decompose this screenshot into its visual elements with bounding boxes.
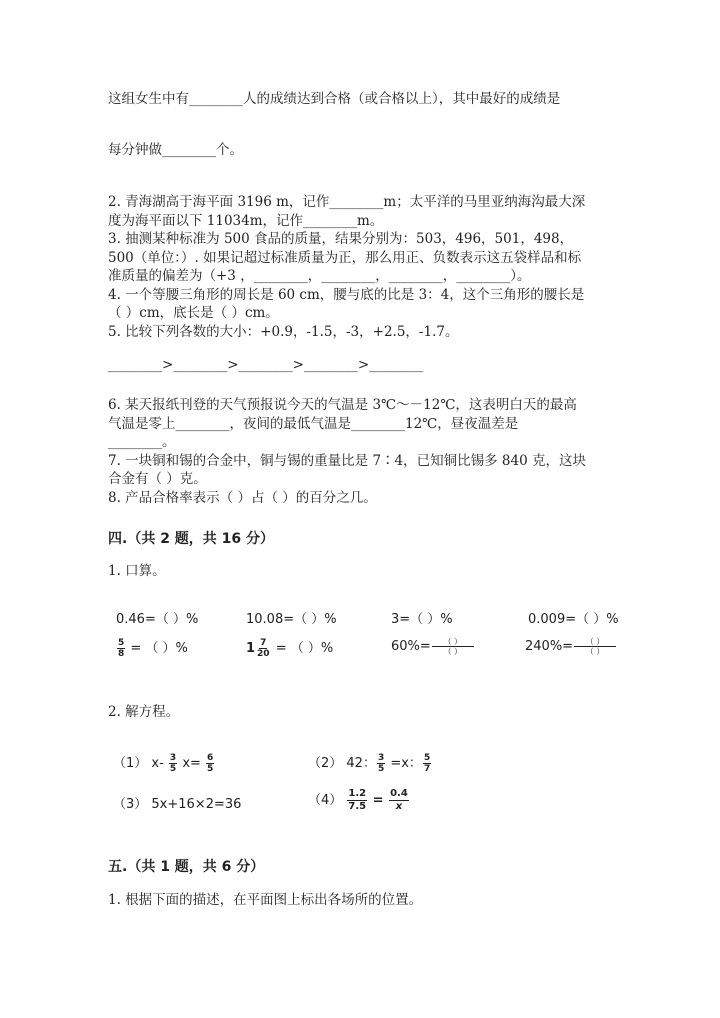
- question-4-line: （ ）cm，底长是（ ）cm。: [108, 305, 279, 321]
- equation-1: （1） x- $\frac{3}{5}$ x= $\frac{6}{5}$: [113, 753, 214, 774]
- question-3-line: 准质量的偏差为（+3 ，________，________，________，________）。: [108, 268, 531, 284]
- fraction: $\frac{7}{20}$: [257, 638, 270, 659]
- solve-equation-label: 2. 解方程。: [108, 704, 180, 720]
- fraction: $\frac{5}{8}$: [118, 638, 125, 659]
- mental-math-item: 0.009=（ ）%: [528, 612, 619, 627]
- question-6-line: ________。: [108, 434, 176, 450]
- fraction: $\frac{5}{7}$: [423, 753, 431, 774]
- question-2-line: 2. 青海湖高于海平面 3196 m，记作________m；太平洋的马里亚纳海沟最大深: [108, 194, 586, 210]
- section-5-question-1: 1. 根据下面的描述，在平面图上标出各场所的位置。: [108, 892, 423, 908]
- mental-math-item: 60%= $\frac{( )}{( )}$: [391, 637, 475, 656]
- mental-math-item: $\frac{5}{8}$ = （ ）%: [118, 638, 188, 659]
- equation-3: （3） 5x+16×2=36: [113, 797, 242, 812]
- mental-math-item: 3=（ ）%: [391, 612, 453, 627]
- question-7-line: 合金有（ ）克。: [108, 471, 207, 487]
- fraction: $\frac{( )}{( )}$: [574, 637, 616, 656]
- mental-math-item: 1 $\frac{7}{20}$ = （ ）%: [246, 638, 334, 659]
- question-6-line: 6. 某天报纸刊登的天气预报说今天的气温是 3℃～－12℃，这表明白天的最高: [108, 397, 577, 413]
- mental-math-label: 1. 口算。: [108, 563, 166, 579]
- section-5-title: 五.（共 1 题，共 6 分）: [108, 859, 265, 875]
- equation-4: （4） $\frac{1.2}{7.5}$ = $\frac{0.4}{x}$: [308, 788, 408, 812]
- fraction: $\frac{1.2}{7.5}$: [348, 788, 367, 812]
- question-4-line: 4. 一个等腰三角形的周长是 60 cm，腰与底的比是 3：4，这个三角形的腰长是: [108, 287, 585, 303]
- fraction: $\frac{( )}{( )}$: [432, 637, 474, 656]
- mental-math-item: 0.46=（ ）%: [116, 612, 199, 627]
- question-7-line: 7. 一块铜和锡的合金中，铜与锡的重量比是 7∶4，已知铜比锡多 840 克，这块: [108, 453, 586, 469]
- question-2-line: 度为海平面以下 11034m，记作________m。: [108, 213, 384, 229]
- mental-math-item: 240%= $\frac{( )}{( )}$: [525, 637, 617, 656]
- text-line: 每分钟做________个。: [108, 142, 243, 158]
- question-8-line: 8. 产品合格率表示（ ）占（ ）的百分之几。: [108, 490, 377, 506]
- text-line: 这组女生中有________人的成绩达到合格（或合格以上），其中最好的成绩是: [108, 91, 561, 107]
- question-6-line: 气温是零上________，夜间的最低气温是________12℃，昼夜温差是: [108, 416, 519, 432]
- fraction: $\frac{3}{5}$: [169, 753, 177, 774]
- mental-math-item: 10.08=（ ）%: [246, 612, 337, 627]
- fraction: $\frac{3}{5}$: [377, 753, 385, 774]
- question-3-line: 500（单位：）. 如果记超过标准质量为正，那么用正、负数表示这五袋样品和标: [108, 250, 582, 266]
- equation-2: （2） 42： $\frac{3}{5}$ =x： $\frac{5}{7}$: [308, 753, 431, 774]
- fraction: $\frac{6}{5}$: [207, 753, 214, 774]
- fraction: $\frac{0.4}{x}$: [390, 788, 408, 812]
- question-3-line: 3. 抽测某种标准为 500 食品的质量，结果分别为：503，496，501，498，: [108, 231, 574, 247]
- question-5-line: 5. 比较下列各数的大小：+0.9，-1.5，-3，+2.5，-1.7。: [108, 324, 459, 340]
- question-5-blanks: ________>________>________>________>________: [108, 357, 424, 373]
- section-4-title: 四.（共 2 题，共 16 分）: [108, 531, 275, 547]
